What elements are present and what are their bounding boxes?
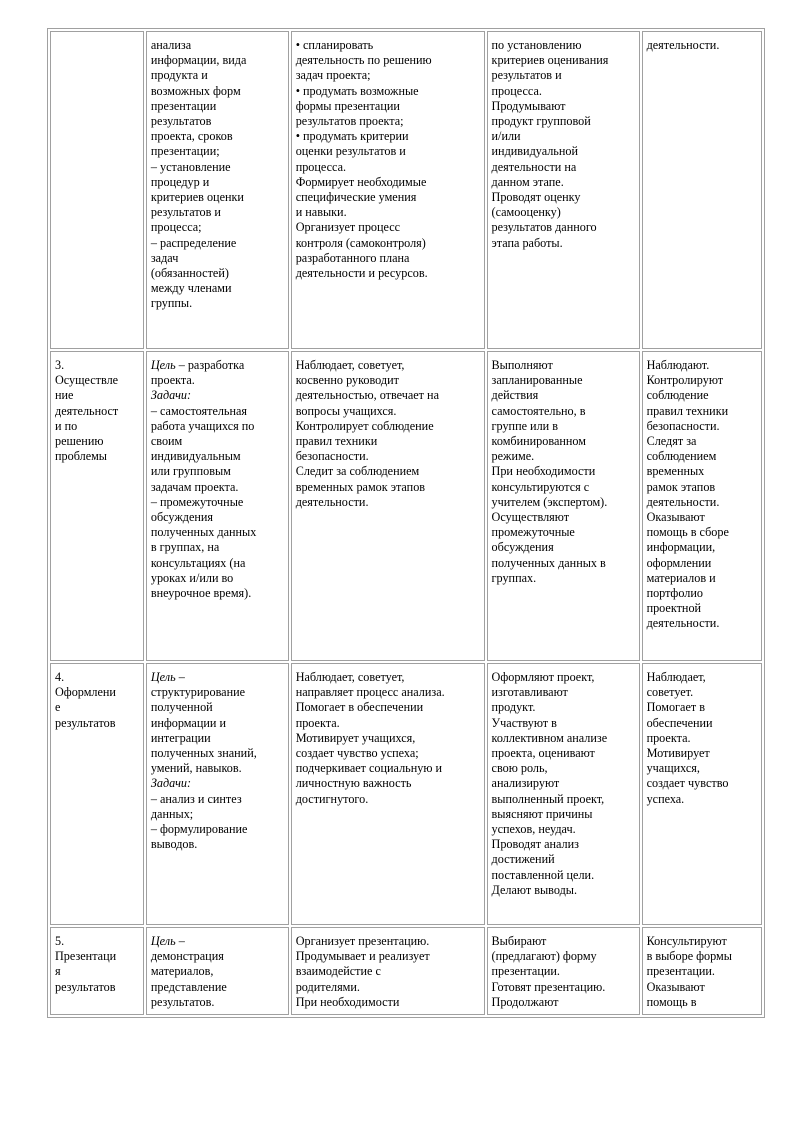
cell-text-line: задачам проекта. (150, 479, 239, 494)
cell-text-line: Консультируют (646, 934, 727, 948)
cell-text-line: процесса; (150, 220, 202, 235)
cell-text-line: – промежуточные (150, 494, 244, 509)
cell-text-line: портфолио (646, 586, 703, 601)
cell-text-line: создает чувство успеха; (295, 746, 419, 761)
cell-text-line: материалов и (646, 570, 716, 585)
cell-text-line: временных рамок этапов (295, 479, 426, 494)
cell-text-line: успехов, неудач. (491, 822, 576, 837)
cell-text-line: (предлагают) форму (491, 949, 597, 964)
teacher-cell (291, 927, 485, 1015)
cell-text-line: • спланировать (295, 38, 374, 52)
cell-text-line: самостоятельно, в (491, 403, 586, 418)
cell-text-line: между членами (150, 281, 232, 296)
stage-cell (50, 663, 144, 925)
cell-text-line: Следят за (646, 434, 697, 449)
cell-text-line: учащихся, (646, 761, 700, 776)
cell-text-line: консультациях (на (150, 555, 246, 570)
cell-text-line: оценки результатов и (295, 144, 406, 159)
cell-text-line: правил техники (295, 434, 378, 449)
cell-text-line: Готовят презентацию. (491, 979, 606, 994)
cell-text-line: Контролирует соблюдение (295, 418, 434, 433)
cell-text-line: информации и (150, 715, 226, 730)
cell-text-line: изготавливают (491, 685, 568, 700)
goal-label: Цель (150, 358, 176, 372)
students-cell (487, 927, 640, 1015)
cell-text-line: проекта, сроков (150, 129, 233, 144)
cell-text-line: Участвуют в (491, 715, 557, 730)
cell-text-line: запланированные (491, 373, 583, 388)
cell-text-line: обсуждения (491, 540, 554, 555)
cell-text-line: продукта и (150, 68, 208, 83)
cell-text-line: индивидуальной (491, 144, 579, 159)
cell-text-line: успеха. (646, 791, 685, 806)
stage-cell (50, 351, 144, 661)
cell-text-line: 3. (55, 358, 65, 372)
table-row (50, 663, 762, 925)
table-row (50, 927, 762, 1015)
cell-text-line: информации, (646, 540, 716, 555)
cell-text-line: Следит за соблюдением (295, 464, 420, 479)
cell-text-line: разработанного плана (295, 250, 410, 265)
cell-text-line: свою роль, (491, 761, 548, 776)
cell-text-line: При необходимости (295, 994, 400, 1009)
cell-text-line: Помогает в (646, 700, 705, 715)
goal-line (151, 358, 284, 373)
cell-text-line: специфические умения (295, 190, 417, 205)
cell-text-line: – распределение (150, 235, 237, 250)
cell-text-line: презентации; (150, 144, 220, 159)
cell-text-line: создает чувство (646, 776, 729, 791)
cell-text-line: результатов данного (491, 220, 597, 235)
cell-text-line: консультируются с (491, 479, 590, 494)
cell-text-line: Выполняют (491, 358, 553, 372)
cell-text-line: вопросы учащихся. (295, 403, 397, 418)
cell-text-line: взаимодейстие с (295, 964, 381, 979)
cell-text-line: учителем (экспертом). (491, 494, 608, 509)
cell-text-line: Организует презентацию. (295, 934, 430, 948)
cell-text-line: родителями. (295, 979, 360, 994)
cell-text-line: ние (55, 388, 74, 403)
cell-text-line: по установлению (491, 38, 582, 52)
cell-text-line: полученных данных в (491, 555, 606, 570)
cell-text-line: Мотивирует учащихся, (295, 730, 416, 745)
cell-text-line: правил техники (646, 403, 729, 418)
cell-text-line: Презентаци (55, 949, 117, 964)
cell-text-line: формы презентации (295, 98, 400, 113)
cell-text-line: процесса. (491, 83, 542, 98)
cell-text-line: временных (646, 464, 705, 479)
stage-cell (50, 31, 144, 349)
cell-text-line: своим (150, 434, 183, 449)
cell-text-line: помощь в (646, 994, 697, 1009)
cell-text-line: результатов проекта; (295, 114, 404, 129)
cell-text-line: коллективном анализе (491, 730, 608, 745)
goal-label: Цель (150, 670, 176, 684)
cell-text-line: анализируют (491, 776, 560, 791)
cell-text-line: и/или (491, 129, 521, 144)
table-row (50, 31, 762, 349)
goal-line (151, 934, 284, 949)
cell-text-line: Контролируют (646, 373, 724, 388)
cell-text-line: результатов (55, 979, 116, 994)
cell-text-line: личностную важность (295, 776, 412, 791)
cell-text-line: деятельности. (646, 494, 720, 509)
cell-text-line: проекта. (646, 730, 691, 745)
students-cell (487, 663, 640, 925)
cell-text-line: группах. (491, 570, 537, 585)
cell-text-line: внеурочное время). (150, 586, 252, 601)
cell-text-line: е (55, 700, 61, 715)
goal-text: – разработка (175, 358, 245, 372)
cell-text-line: Продолжают (491, 994, 559, 1009)
cell-text-line: 4. (55, 670, 65, 684)
cell-text-line: рамок этапов (646, 479, 716, 494)
cell-text-line: достигнутого. (295, 791, 369, 806)
cell-text-line: деятельности на (491, 159, 577, 174)
cell-text-line: действия (491, 388, 539, 403)
cell-text-line: оформлении (646, 555, 712, 570)
cell-text-line: группе или в (491, 418, 558, 433)
cell-text-line: – формулирование (150, 822, 248, 837)
cell-text-line: результатов (150, 114, 212, 129)
cell-text-line: Осуществле (55, 373, 119, 388)
cell-text-line: режиме. (491, 449, 535, 464)
cell-text-line: контроля (самоконтроля) (295, 235, 426, 250)
cell-text-line: представление (150, 979, 227, 994)
cell-text-line: группы. (150, 296, 193, 311)
cell-text-line: презентации. (491, 964, 560, 979)
cell-text-line: – анализ и синтез (150, 791, 242, 806)
cell-text-line: промежуточные (491, 525, 575, 540)
cell-text-line: работа учащихся по (150, 418, 255, 433)
cell-text-line: критериев оценки (150, 190, 244, 205)
cell-text-line: задач проекта; (295, 68, 371, 83)
cell-text-line: Наблюдает, советует, (295, 358, 405, 372)
cell-text-line: или групповым (150, 464, 231, 479)
cell-text-line: выясняют причины (491, 806, 593, 821)
cell-text-line: • продумать возможные (295, 83, 419, 98)
cell-text-line: • продумать критерии (295, 129, 409, 144)
cell-text-line: анализа (150, 38, 192, 52)
parents-cell (642, 927, 762, 1015)
parents-cell (642, 663, 762, 925)
parents-cell (642, 31, 762, 349)
goal-cell (146, 31, 289, 349)
project-stages-table (47, 28, 765, 1018)
cell-text-line: в выборе формы (646, 949, 732, 964)
cell-text-line: Проводят анализ (491, 837, 579, 852)
cell-text-line: Продумывает и реализует (295, 949, 430, 964)
cell-text-line: Выбирают (491, 934, 547, 948)
cell-text-line: результатов (55, 715, 116, 730)
cell-text-line: деятельности и ресурсов. (295, 266, 428, 281)
goal-label: Цель (150, 934, 176, 948)
goal-cell (146, 927, 289, 1015)
cell-text-line: подчеркивает социальную и (295, 761, 443, 776)
cell-text-line: Наблюдает, советует, (295, 670, 405, 684)
cell-text-line: обсуждения (150, 510, 214, 525)
students-cell (487, 351, 640, 661)
cell-text-line: комбинированном (491, 434, 586, 449)
cell-text-line: Формирует необходимые (295, 174, 427, 189)
cell-text-line: результатов и (150, 205, 221, 220)
cell-text-line: проекта. (150, 373, 195, 388)
cell-text-line: Оформляют проект, (491, 670, 595, 684)
cell-text-line: Мотивирует (646, 746, 710, 761)
cell-text-line: Наблюдает, (646, 670, 706, 684)
cell-text-line: выводов. (150, 837, 198, 852)
cell-text-line: поставленной цели. (491, 867, 595, 882)
cell-text-line: проблемы (55, 449, 107, 464)
goal-cell (146, 351, 289, 661)
cell-text-line: направляет процесс анализа. (295, 685, 445, 700)
cell-text-line: презентации. (646, 964, 715, 979)
teacher-cell (291, 31, 485, 349)
cell-text-line: При необходимости (491, 464, 596, 479)
cell-text-line: этапа работы. (491, 235, 563, 250)
cell-text-line: индивидуальным (150, 449, 241, 464)
cell-text-line: уроках и/или во (150, 570, 234, 585)
cell-text-line: безопасности. (646, 418, 720, 433)
cell-text-line: продукт групповой (491, 114, 591, 129)
cell-text-line: Проводят оценку (491, 190, 581, 205)
teacher-cell (291, 351, 485, 661)
cell-text-line: (обязанностей) (150, 266, 229, 281)
cell-text-line: – установление (150, 159, 231, 174)
cell-text-line: деятельност (55, 403, 119, 418)
cell-text-line: полученной (150, 700, 213, 715)
goal-line (151, 670, 284, 685)
teacher-cell (291, 663, 485, 925)
tasks-label: Задачи: (150, 776, 192, 791)
cell-text-line: Оказывают (646, 979, 705, 994)
cell-text-line: данном этапе. (491, 174, 564, 189)
students-cell (487, 31, 640, 349)
cell-text-line: соблюдением (646, 449, 717, 464)
cell-text-line: Помогает в обеспечении (295, 700, 424, 715)
parents-cell (642, 351, 762, 661)
cell-text-line: Осуществляют (491, 510, 570, 525)
cell-text-line: возможных форм (150, 83, 241, 98)
cell-text-line: помощь в сборе (646, 525, 729, 540)
cell-text-line: полученных данных (150, 525, 257, 540)
cell-text-line: информации, вида (150, 53, 247, 68)
cell-text-line: деятельности. (646, 616, 720, 631)
cell-text-line: 5. (55, 934, 65, 948)
goal-text: – (175, 670, 185, 684)
cell-text-line: продукт. (491, 700, 536, 715)
cell-text-line: структурирование (150, 685, 246, 700)
cell-text-line: Делают выводы. (491, 882, 578, 897)
cell-text-line: критериев оценивания (491, 53, 609, 68)
cell-text-line: Оказывают (646, 510, 705, 525)
cell-text-line: достижений (491, 852, 555, 867)
cell-text-line: процедур и (150, 174, 210, 189)
cell-text-line: Организует процесс (295, 220, 401, 235)
cell-text-line: (самооценку) (491, 205, 561, 220)
cell-text-line: проекта, оценивают (491, 746, 595, 761)
cell-text-line: деятельность по решению (295, 53, 432, 68)
cell-text-line: советует. (646, 685, 694, 700)
cell-text-line: данных; (150, 806, 194, 821)
cell-text-line: деятельностью, отвечает на (295, 388, 439, 403)
cell-text-line: деятельности. (646, 38, 720, 52)
cell-text-line: соблюдение (646, 388, 709, 403)
goal-text: – (175, 934, 185, 948)
cell-text-line: интеграции (150, 730, 211, 745)
cell-text-line: Наблюдают. (646, 358, 710, 372)
cell-text-line: решению (55, 434, 104, 449)
cell-text-line: презентации (150, 98, 217, 113)
cell-text-line: полученных знаний, (150, 746, 257, 761)
cell-text-line: результатов. (150, 994, 215, 1009)
cell-text-line: результатов и (491, 68, 562, 83)
cell-text-line: безопасности. (295, 449, 369, 464)
table-row (50, 351, 762, 661)
cell-text-line: Продумывают (491, 98, 566, 113)
cell-text-line: я (55, 964, 61, 979)
cell-text-line: обеспечении (646, 715, 713, 730)
cell-text-line: косвенно руководит (295, 373, 399, 388)
cell-text-line: умений, навыков. (150, 761, 242, 776)
cell-text-line: – самостоятельная (150, 403, 248, 418)
cell-text-line: проектной (646, 601, 702, 616)
stage-cell (50, 927, 144, 1015)
cell-text-line: Оформлени (55, 685, 116, 700)
cell-text-line: процесса. (295, 159, 347, 174)
cell-text-line: в группах, на (150, 540, 220, 555)
cell-text-line: демонстрация (150, 949, 224, 964)
cell-text-line: и навыки. (295, 205, 347, 220)
cell-text-line: материалов, (150, 964, 214, 979)
tasks-label: Задачи: (150, 388, 192, 403)
cell-text-line: выполненный проект, (491, 791, 605, 806)
cell-text-line: деятельности. (295, 494, 369, 509)
cell-text-line: задач (150, 250, 179, 265)
cell-text-line: проекта. (295, 715, 340, 730)
cell-text-line: и по (55, 418, 78, 433)
goal-cell (146, 663, 289, 925)
